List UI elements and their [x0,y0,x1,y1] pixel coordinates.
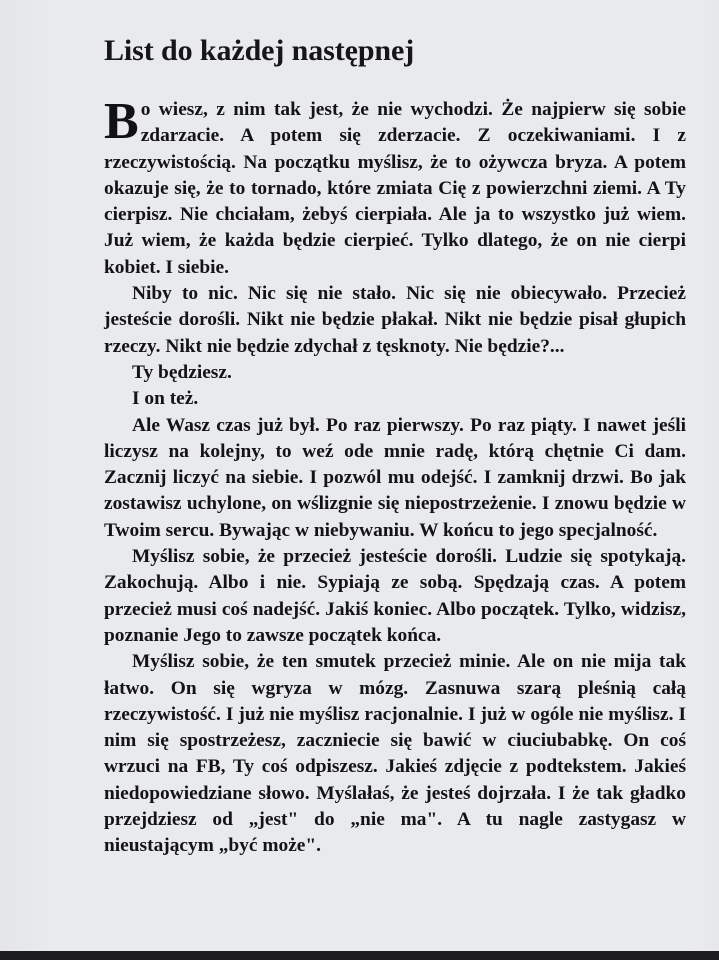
paragraph-7: Myślisz sobie, że ten smutek przecież minie. Ale on nie mija tak łatwo. On się wgryza w mózg. Zasnuwa szarą pleśnią całą rzeczywistość. I już nie myślisz racjonalnie. I już w ogóle nie myślisz. I nim się spostrzeżesz, zaczniecie się bawić w ciuciubabkę. On coś wrzuci na FB, Ty coś odpiszesz. Jakieś zdjęcie z podtekstem. Jakieś niedopowiedziane słowo. Myślałaś, że jesteś dojrzała. I że tak gładko przejdziesz od „jest" do „nie ma". A tu nagle zastygasz w nieustającym „być może". [104,651,686,857]
body-text [104,93,686,860]
paragraph-4: I on też. [132,388,199,410]
paragraph-6: Myślisz sobie, że przecież jesteście dorośli. Ludzie się spotykają. Zakochują. Albo i nie. Sypiają ze sobą. Spędzają czas. A potem przecież musi coś nadejść. Jakiś koniec. Albo początek. Tylko, widzisz, poznanie Jego to zawsze początek końca. [104,546,686,646]
paragraph-2: Niby to nic. Nic się nie stało. Nic się nie obiecywało. Przecież jesteście dorośli. Nikt nie będzie płakał. Nikt nie będzie pisał głupich rzeczy. Nikt nie będzie zdychał z tęsknoty. Nie będzie?... [104,283,686,357]
bottom-dark-strip [0,951,719,960]
scan-left-band [0,0,54,960]
drop-cap-letter: B [104,93,139,150]
paragraph-1-text: o wiesz, z nim tak jest, że nie wychodzi. Że najpierw się sobie zdarzacie. A potem się zderzacie. Z oczekiwaniami. I z rzeczywistością. Na początku myślisz, że to ożywcza bryza. A potem okazuje się, że to tornado, które zmiata Cię z powierzchni ziemi. A Ty cierpisz. Nie chciałam, żebyś cierpiała. Ale ja to wszystko już wiem. Już wiem, że każda będzie cierpieć. Tylko dlatego, że on nie cierpi kobiet. I siebie. [104,99,686,278]
page-content [104,34,686,860]
page-title: List do każdej następnej [104,34,415,67]
scan-right-band [689,0,719,960]
paragraph-5: Ale Wasz czas już był. Po raz pierwszy. Po raz piąty. I nawet jeśli liczysz na kolejny, to weź ode mnie radę, którą chętnie Ci dam. Zacznij liczyć na siebie. I pozwól mu odejść. I zamknij drzwi. Bo jak zostawisz uchylone, on wślizgnie się niepostrzeżenie. I znowu będzie w Twoim sercu. Bywając w niebywaniu. W końcu to jego specjalność. [104,414,686,541]
paragraph-1 [104,93,686,281]
paragraph-3: Ty będziesz. [132,361,232,383]
